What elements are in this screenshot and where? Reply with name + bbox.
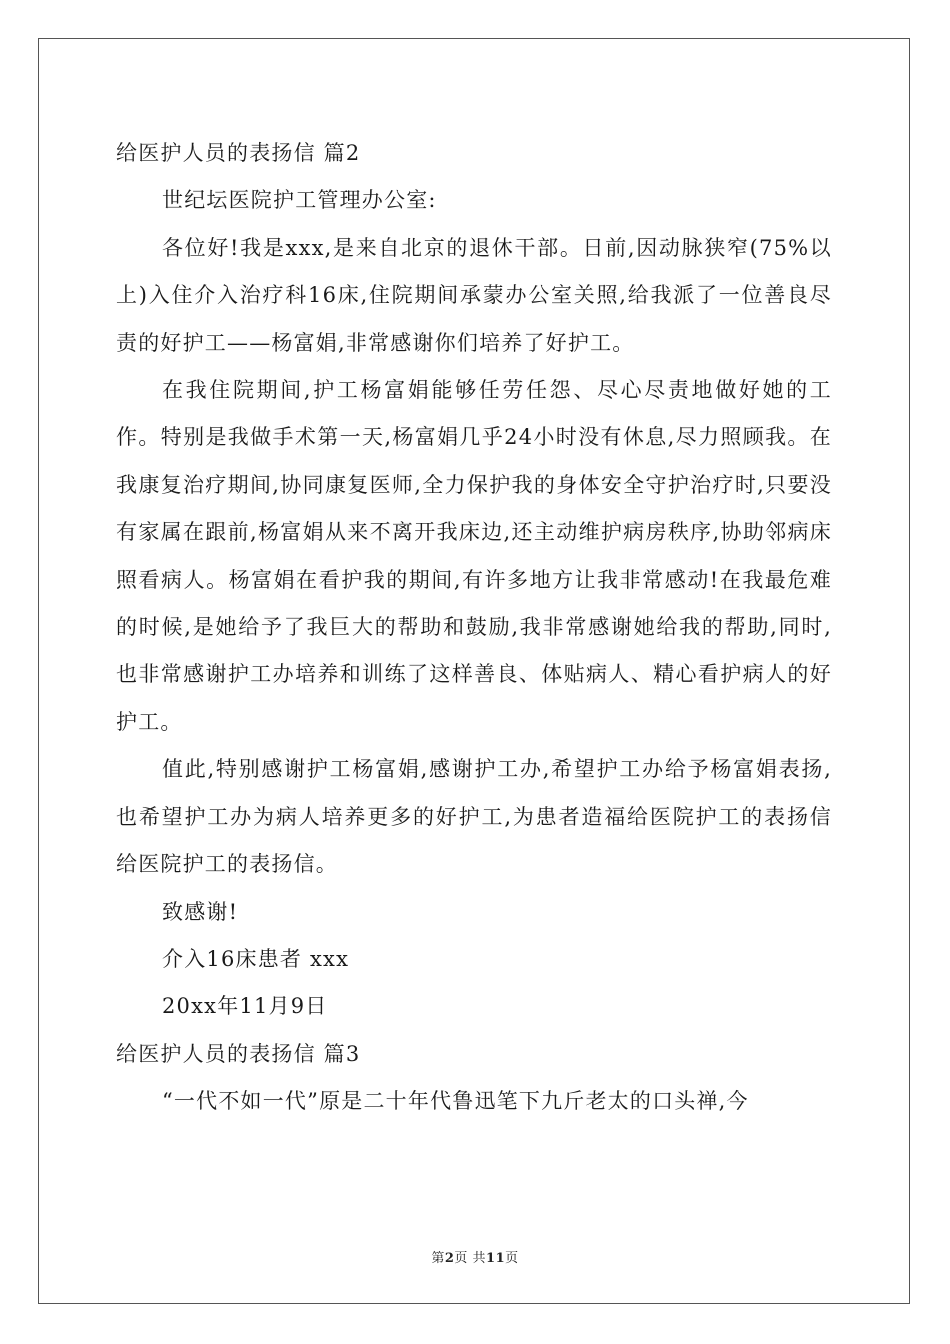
paragraph: 各位好!我是xxx,是来自北京的退休干部。日前,因动脉狭窄(75%以上)入住介入治疗科16床,住院期间承蒙办公室关照,给我派了一位善良尽责的好护工——杨富娟,非常感谢你们培养了好护工。 [116, 235, 832, 355]
paragraph: 在我住院期间,护工杨富娟能够任劳任怨、尽心尽责地做好她的工作。特别是我做手术第一天,杨富娟几乎24小时没有休息,尽力照顾我。在我康复治疗期间,协同康复医师,全力保护我的身体安全守护治疗时,只要没有家属在跟前,杨富娟从来不离开我床边,还主动维护病房秩序,协助邻病床照看病人。杨富娟在看护我的期间,有许多地方让我非常感动!在我最危难的时候,是她给予了我巨大的帮助和鼓励,我非常感谢她给我的帮助,同时,也非常感谢护工办培养和训练了这样善良、体贴病人、精心看护病人的好护工。 [116, 378, 832, 734]
salutation: 世纪坛医院护工管理办公室: [162, 188, 437, 213]
section-heading: 给医护人员的表扬信 篇3 [116, 1041, 361, 1066]
paragraph: 值此,特别感谢护工杨富娟,感谢护工办,希望护工办给予杨富娟表扬,也希望护工办为病人培养更多的好护工,为患者造福给医院护工的表扬信给医院护工的表扬信。 [116, 757, 832, 877]
page-mid: 页 共 [454, 1251, 487, 1266]
paragraph: “一代不如一代”原是二十年代鲁迅笔下九斤老太的口头禅,今 [162, 1089, 749, 1114]
section-heading: 给医护人员的表扬信 篇2 [116, 141, 361, 165]
closing-line: 致感谢! [162, 899, 239, 924]
page-number [0, 1247, 950, 1266]
signature: 介入16床患者 xxx [162, 946, 350, 971]
letter-body [116, 130, 832, 1126]
page-total: 11 [486, 1251, 506, 1266]
page-current: 2 [444, 1251, 455, 1266]
letter-date: 20xx年11月9日 [162, 994, 328, 1019]
page-suffix: 页 [505, 1251, 519, 1266]
page-prefix: 第 [431, 1251, 445, 1266]
